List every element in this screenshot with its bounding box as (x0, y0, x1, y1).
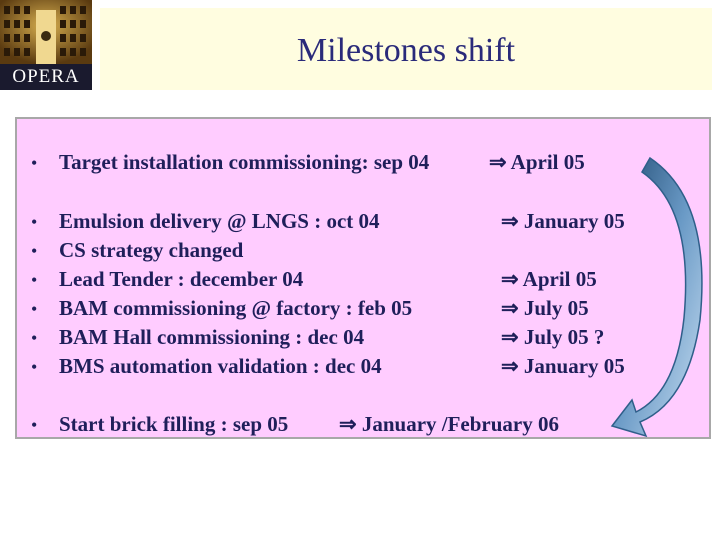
logo-text: OPERA (12, 66, 80, 87)
bullet: • (31, 357, 38, 377)
milestone-shift: ⇒ January /February 06 (339, 412, 560, 436)
milestone-text: Target installation commissioning: sep 04 (59, 150, 430, 174)
bullet: • (31, 415, 38, 435)
milestone-text: Lead Tender : december 04 (59, 267, 304, 291)
slide-title: Milestones shift (296, 32, 516, 69)
milestone-shift: ⇒ April 05 (501, 267, 597, 291)
bullet: • (31, 212, 38, 232)
milestone-shift: ⇒ July 05 (501, 296, 589, 320)
bullet: • (31, 241, 38, 261)
bullet: • (31, 270, 38, 290)
milestone-text: CS strategy changed (59, 238, 244, 262)
milestone-text: Start brick filling : sep 05 (59, 412, 289, 436)
bullet: • (31, 328, 38, 348)
milestone-shift: ⇒ January 05 (501, 209, 625, 233)
milestone-text: BAM commissioning @ factory : feb 05 (59, 296, 413, 320)
bullet: • (31, 153, 38, 173)
bullet: • (31, 299, 38, 319)
milestone-shift: ⇒ January 05 (501, 354, 625, 378)
milestone-shift: ⇒ April 05 (489, 150, 585, 174)
milestone-shift: ⇒ July 05 ? (501, 325, 605, 349)
milestone-text: Emulsion delivery @ LNGS : oct 04 (59, 209, 380, 233)
milestone-text: BAM Hall commissioning : dec 04 (59, 325, 365, 349)
milestone-text: BMS automation validation : dec 04 (59, 354, 382, 378)
